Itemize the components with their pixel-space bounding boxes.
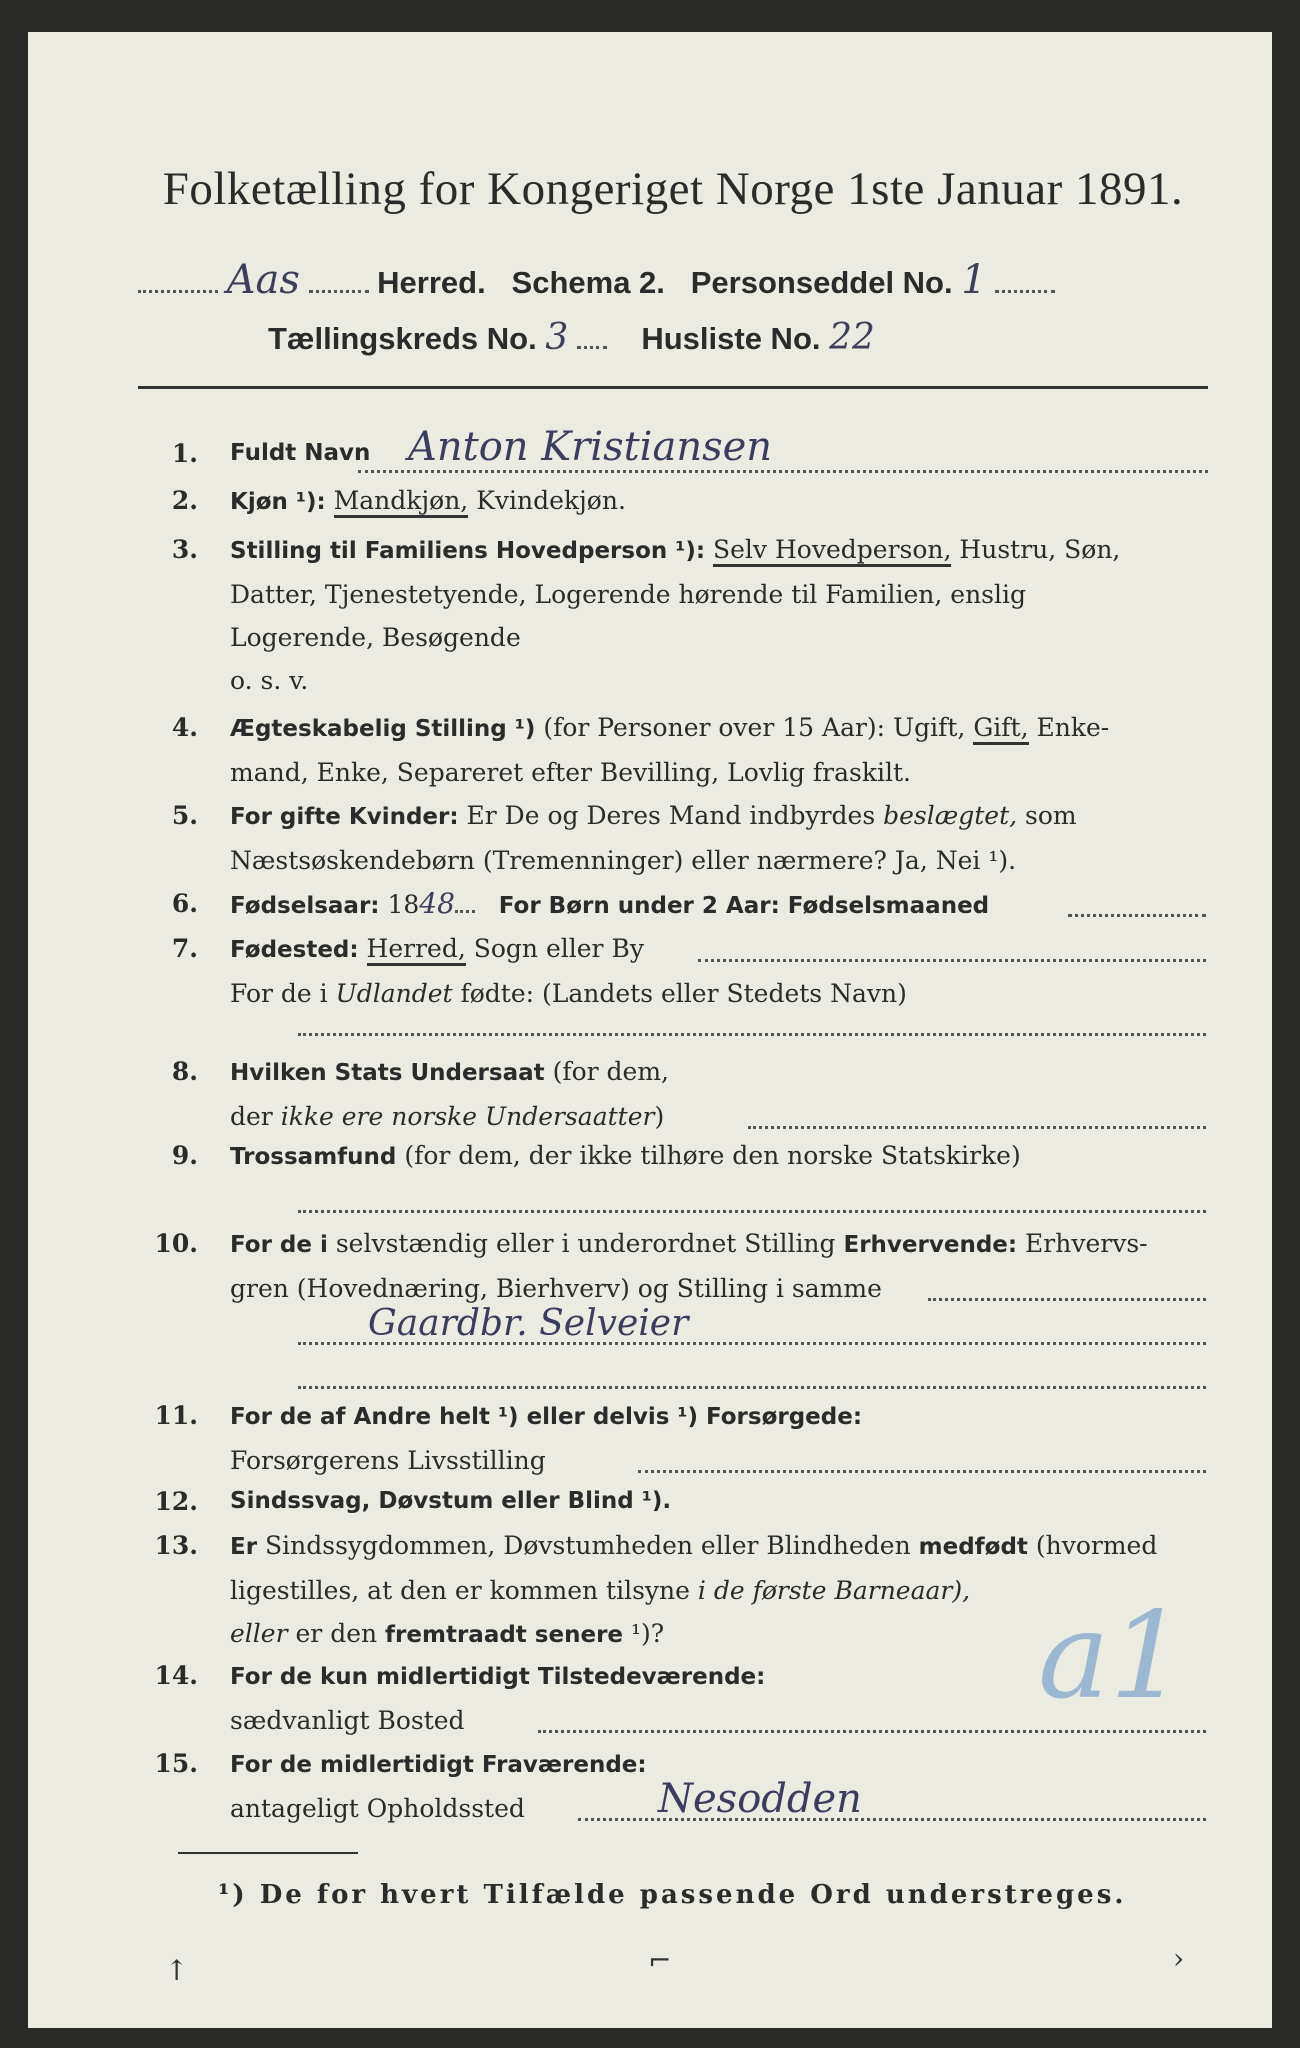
item-text: Næstsøskendebørn (Tremenninger) eller nærmere? Ja, Nei ¹).	[230, 846, 1017, 875]
option-text: Hustru, Søn,	[959, 535, 1121, 564]
kreds-dots	[577, 346, 607, 349]
birth-year-value: 48	[419, 887, 455, 920]
absence-place-value: Nesodden	[658, 1776, 862, 1822]
item-label: Sindssvag, Døvstum eller Blind ¹).	[230, 1488, 672, 1514]
option-selected: Gift,	[973, 713, 1028, 745]
item-text: Er De og Deres Mand indbyrdes	[466, 801, 876, 830]
item-number: 5.	[171, 801, 198, 830]
footnote: ¹) De for hvert Tilfælde passende Ord understreges.	[218, 1880, 1127, 1910]
item-number: 11.	[154, 1401, 198, 1430]
item-label: Er	[230, 1534, 258, 1560]
item-label: For de kun midlertidigt Tilstedeværende:	[230, 1664, 766, 1690]
option-text: o. s. v.	[230, 666, 309, 695]
item-text: selvstændig eller i underordnet Stilling	[335, 1229, 836, 1258]
item-label: medfødt	[918, 1534, 1028, 1560]
item-label: fremtraadt senere	[385, 1622, 624, 1648]
personseddel-label: Personseddel No.	[690, 265, 953, 300]
name-value: Anton Kristiansen	[408, 424, 773, 470]
center-mark: ⌐	[648, 1944, 672, 1977]
item-text: For de i	[230, 979, 328, 1008]
item-label: For de i	[230, 1232, 328, 1258]
husliste-value: 22	[829, 317, 875, 358]
item-text: Forsørgerens Livsstilling	[230, 1446, 546, 1475]
item-number: 6.	[171, 889, 198, 918]
item-text: Sindssygdommen, Døvstumheden eller Blindheden	[265, 1531, 911, 1560]
item-number: 8.	[171, 1057, 198, 1086]
item-label: For de midlertidigt Fraværende:	[230, 1752, 647, 1778]
item-number: 1.	[171, 439, 198, 468]
herred-dots	[138, 290, 218, 293]
item-number: 14.	[154, 1661, 198, 1690]
item-number: 15.	[154, 1749, 198, 1778]
item-text: (hvormed	[1035, 1531, 1158, 1560]
herred-value: Aas	[226, 257, 300, 303]
item-number: 9.	[171, 1141, 198, 1170]
item-text-italic: Udlandet	[335, 979, 453, 1008]
item-label: Trossamfund	[230, 1144, 397, 1170]
footnote-rule	[178, 1852, 358, 1854]
item-text: )	[654, 1102, 665, 1131]
item-number: 10.	[154, 1229, 198, 1258]
item-label: Fødested:	[230, 937, 359, 963]
item-label: Fødselsaar:	[230, 893, 380, 919]
item-label: Hvilken Stats Undersaat	[230, 1060, 545, 1086]
personseddel-dots	[995, 290, 1055, 293]
item-text: Erhvervs-	[1025, 1229, 1148, 1258]
archive-stamp: a1	[1038, 1587, 1186, 1726]
item-text: der	[230, 1102, 273, 1131]
item-text: som	[1025, 801, 1077, 830]
item-number: 2.	[171, 486, 198, 515]
item-number: 7.	[171, 934, 198, 963]
item-text: (for dem,	[552, 1057, 669, 1086]
option-selected: Herred,	[367, 934, 466, 966]
item-label: Ægteskabelig Stilling ¹)	[230, 716, 536, 742]
item-label: Fuldt Navn	[230, 440, 371, 466]
item-number: 4.	[171, 713, 198, 742]
option-selected: Mandkjøn,	[334, 486, 469, 518]
herred-label: Herred.	[377, 265, 486, 300]
item-text: Sogn eller By	[473, 934, 644, 963]
header-line-kreds	[268, 317, 1128, 365]
item-text: mand, Enke, Separeret efter Bevilling, Lovlig fraskilt.	[230, 758, 911, 787]
item-text: ligestilles, at den er kommen tilsyne	[230, 1576, 690, 1605]
item-text: (for Personer over 15 Aar): Ugift,	[543, 713, 966, 742]
item-text: ¹)?	[630, 1619, 665, 1648]
item-text: Enke-	[1036, 713, 1110, 742]
corner-mark-right: ›	[1173, 1942, 1185, 1975]
item-number: 12.	[154, 1487, 198, 1516]
item-number: 13.	[154, 1531, 198, 1560]
herred-dots-2	[309, 290, 369, 293]
option: Kvindekjøn.	[476, 486, 626, 515]
header-rule	[138, 386, 1208, 389]
item-text: (for dem, der ikke tilhøre den norske Statskirke)	[404, 1141, 1021, 1170]
item-text-italic: i de første Barneaar),	[697, 1576, 971, 1605]
year-prefix: 18	[387, 890, 420, 919]
item-label: For de af Andre helt ¹) eller delvis ¹)	[230, 1404, 698, 1430]
item-label: For Børn under 2 Aar: Fødselsmaaned	[498, 893, 990, 919]
item-label: Forsørgede:	[705, 1404, 863, 1430]
item-label: Stilling til Familiens Hovedperson ¹):	[230, 538, 706, 564]
item-text: sædvanligt Bosted	[230, 1706, 465, 1735]
item-label: Kjøn ¹):	[230, 489, 326, 515]
item-label: For gifte Kvinder:	[230, 804, 459, 830]
item-text: fødte: (Landets eller Stedets Navn)	[460, 979, 907, 1008]
item-number: 3.	[171, 535, 198, 564]
option-text: Datter, Tjenestetyende, Logerende hørende til Familien, enslig	[230, 580, 1027, 609]
schema-label: Schema 2.	[511, 265, 665, 300]
item-text-italic: ikke ere norske Undersaatter	[280, 1102, 655, 1131]
census-form	[28, 32, 1272, 2028]
item-text-italic: beslægtet,	[883, 801, 1018, 830]
kreds-value: 3	[545, 317, 569, 358]
husliste-label: Husliste No.	[641, 321, 821, 356]
name-dots	[358, 470, 1208, 473]
item-label: Erhvervende:	[843, 1232, 1018, 1258]
form-title: Folketælling for Kongeriget Norge 1ste Januar 1891.	[162, 163, 1184, 215]
item-text: antageligt Opholdssted	[230, 1794, 525, 1823]
item-text: er den	[295, 1619, 378, 1648]
item-text-italic: eller	[230, 1619, 288, 1648]
occupation-value: Gaardbr. Selveier	[368, 1303, 689, 1344]
kreds-label: Tællingskreds No.	[268, 321, 537, 356]
header-line-herred	[138, 257, 1208, 305]
corner-mark-left: ↑	[165, 1954, 189, 1987]
option-selected: Selv Hovedperson,	[713, 535, 951, 567]
option-text: Logerende, Besøgende	[230, 623, 521, 652]
personseddel-value: 1	[961, 257, 987, 303]
item-text: gren (Hovednæring, Bierhverv) og Stilling i samme	[230, 1274, 882, 1303]
